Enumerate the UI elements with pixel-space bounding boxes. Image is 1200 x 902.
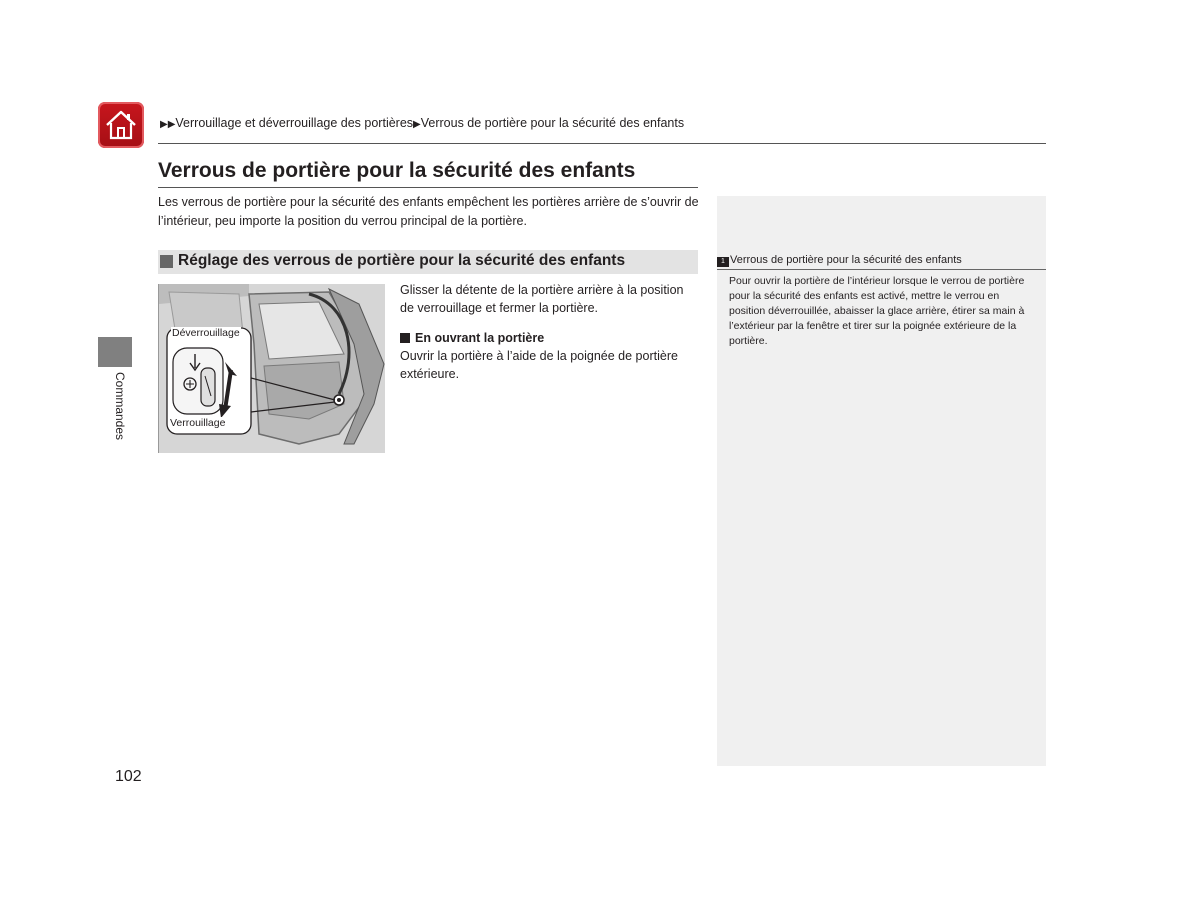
note-heading bbox=[717, 254, 1046, 267]
page-title: Verrous de portière pour la sécurité des enfants bbox=[158, 159, 636, 182]
step-instruction: Glisser la détente de la portière arrière à la position de verrouillage et fermer la portière. bbox=[400, 283, 684, 315]
subsection-title: En ouvrant la portière bbox=[415, 331, 545, 345]
subsection-heading bbox=[400, 331, 544, 345]
home-button[interactable] bbox=[98, 102, 144, 148]
lock-label: Verrouillage bbox=[170, 417, 226, 429]
intro-paragraph: Les verrous de portière pour la sécurité des enfants empêchent les portières arrière de s’ouvrir de l’intérieur, peu importe la position du verrou principal de la portière. bbox=[158, 195, 699, 228]
note-reference-icon: 1 bbox=[717, 257, 729, 267]
child-lock-illustration bbox=[158, 284, 385, 453]
chapter-label bbox=[101, 372, 131, 452]
title-divider bbox=[158, 187, 698, 188]
breadcrumb-separator: ▶ bbox=[413, 119, 421, 130]
subsection-text: Ouvrir la portière à l’aide de la poignée de portière extérieure. bbox=[400, 349, 678, 381]
unlock-label: Déverrouillage bbox=[172, 327, 240, 339]
page-number: 102 bbox=[115, 768, 142, 785]
note-body: Pour ouvrir la portière de l’intérieur lorsque le verrou de portière pour la sécurité des enfants est activé, mettre le verrou en position déverrouillée, abaisser la glace arrière, étirer sa main à l’extérieur par la fenêtre et tirer sur la poignée extérieure de la portière. bbox=[729, 275, 1025, 347]
note-divider bbox=[717, 269, 1046, 270]
note-title: Verrous de portière pour la sécurité des enfants bbox=[730, 254, 962, 266]
breadcrumb-arrows: ▶▶ bbox=[160, 119, 176, 130]
chapter-tab[interactable] bbox=[98, 337, 132, 367]
section-heading-bar bbox=[158, 250, 698, 274]
breadcrumb-current: Verrous de portière pour la sécurité des enfants bbox=[420, 116, 685, 130]
breadcrumb bbox=[160, 116, 684, 130]
home-icon bbox=[104, 108, 138, 142]
header-divider bbox=[158, 143, 1046, 144]
section-title: Réglage des verrous de portière pour la sécurité des enfants bbox=[178, 252, 626, 269]
square-bullet-icon bbox=[400, 333, 410, 343]
section-square-icon bbox=[160, 255, 173, 268]
breadcrumb-link-locks[interactable]: Verrouillage et déverrouillage des portières bbox=[175, 116, 414, 130]
chapter-label-text: Commandes bbox=[113, 372, 127, 441]
